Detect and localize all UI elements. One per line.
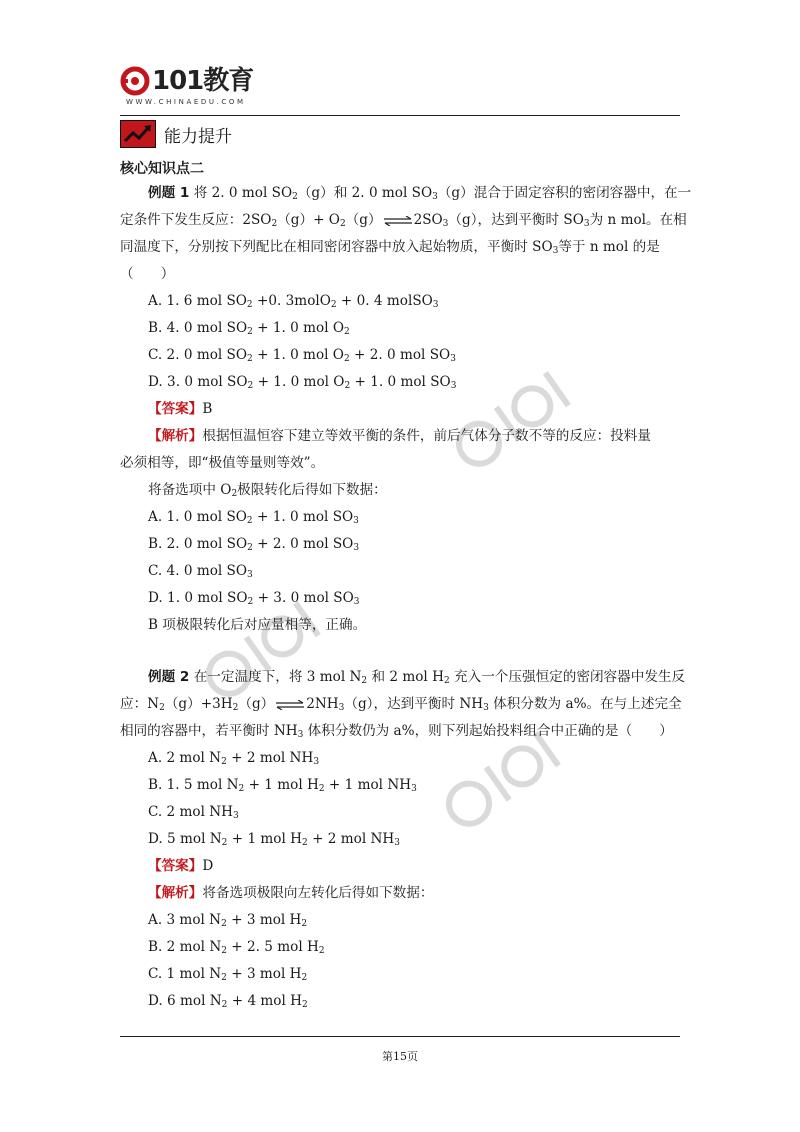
analysis-label: 【解析】 — [148, 885, 203, 901]
page-content — [120, 158, 692, 1015]
q2-conv-c: C. 1 mol $N_2 + 3$ mol $H_2$ — [148, 966, 308, 983]
subscript: 2 — [271, 219, 278, 229]
q2-option-d: D. 5 mol $N_2 + 1$ mol $H_2 + 2$ mol $NH_3$ — [148, 831, 400, 848]
section-header — [120, 120, 232, 148]
q1-text: （g）混合于固定容积的密闭容器中，在一 — [437, 185, 692, 201]
subscript: 2 — [292, 192, 298, 202]
q1-label: 例题 1 — [148, 185, 190, 201]
page-number: 第15页 — [382, 1050, 418, 1063]
logo-url: WWW.CHINAEDU.COM — [126, 98, 246, 106]
q1-analysis-line-2: 必须相等，即“极值等量则等效”。 — [120, 455, 325, 471]
q2-conv-b: B. 2 mol $N_2 + 2$. 5 mol $H_2$ — [148, 939, 325, 956]
brand-logo — [120, 66, 270, 110]
q1-conv-d: D. 1. 0 mol $SO_2 + 3$. 0 mol $SO_3$ — [148, 590, 360, 607]
q1-option-a: A. 1. 6 mol $SO_2 +0$. 3molO$_2$ + 0. 4 molSO$_3$ — [148, 293, 439, 310]
q1-text: （g）+ O — [277, 212, 340, 228]
q1-option-d: D. 3. 0 mol $SO_2 + 1$. 0 mol $O_2 + 1$. 0 mol $SO_3$ — [148, 374, 457, 391]
q1-conv-a: A. 1. 0 mol $SO_2 + 1$. 0 mol $SO_3$ — [148, 509, 359, 526]
q1-text: 等于 n mol 的是 — [558, 239, 660, 255]
q1-text: （g）和 2. 0 mol SO — [297, 185, 433, 201]
subscript: 2 — [339, 219, 346, 229]
analysis-label: 【解析】 — [148, 428, 203, 444]
answer-value: B — [202, 401, 213, 417]
q2-answer — [120, 853, 680, 880]
q1-answer — [120, 396, 680, 423]
q1-text: 定条件下发生反应：2SO — [120, 212, 272, 228]
subscript: 3 — [583, 219, 590, 229]
q2-analysis-line-1: 【解析】将备选项极限向左转化后得如下数据： — [148, 885, 434, 901]
q2-conv-a: A. 3 mol $N_2 + 3$ mol $H_2$ — [148, 912, 308, 929]
q2-conv-d: D. 6 mol $N_2 + 4$ mol $H_2$ — [148, 993, 308, 1010]
q1-conv-c: C. 4. 0 mol $SO_3$ — [148, 563, 253, 580]
101-logo-icon — [120, 66, 150, 96]
q1-stem-line-1 — [120, 180, 692, 207]
logo-text: 101教育 — [152, 66, 254, 96]
q1-text: 将 2. 0 mol SO — [193, 185, 293, 201]
q1-stem-line-4: （ ） — [120, 266, 175, 282]
q1-stem-line-2 — [120, 207, 687, 234]
footer-rule — [120, 1036, 680, 1037]
q1-option-b: B. 4. 0 mol $SO_2 + 1$. 0 mol $O_2$ — [148, 320, 350, 337]
q1-option-c: C. 2. 0 mol $SO_2 + 1$. 0 mol $O_2 + 2$. 0 mol $SO_3$ — [148, 347, 456, 364]
q1-text: 同温度下，分别按下列配比在相同密闭容器中放入起始物质，平衡时 SO — [120, 239, 553, 255]
q2-option-c: C. 2 mol $NH_3$ — [148, 804, 239, 821]
trend-arrow-icon — [120, 120, 156, 148]
q1-text: 为 n mol。在相 — [589, 212, 687, 228]
subscript: 3 — [552, 246, 559, 256]
q1-conclusion: B 项极限转化后对应量相等，正确。 — [148, 617, 367, 633]
answer-label: 【答案】 — [148, 858, 203, 874]
q2-option-b: B. 1. 5 mol $N_2 + 1$ mol $H_2 + 1$ mol $NH_3$ — [148, 777, 417, 794]
q2-stem-line-1: 例题 2 在一定温度下，将 3 mol $N_2$ 和 2 mol $H_2$ 充入一个压强恒定的密闭容器中发生反 — [148, 669, 686, 686]
q1-text: 2SO — [413, 212, 443, 228]
q1-text: （g） — [345, 212, 382, 228]
q1-analysis-line-1: 【解析】根据恒温恒容下建立等效平衡的条件，前后气体分子数不等的反应：投料量 — [148, 428, 651, 444]
answer-label: 【答案】 — [148, 401, 203, 417]
equilibrium-arrow-icon — [383, 216, 413, 226]
q1-stem-line-3 — [120, 234, 680, 261]
section-title: 能力提升 — [164, 126, 232, 147]
q2-stem-line-3: 相同的容器中，若平衡时 $NH_3$ 体积分数仍为 a%，则下列起始投料组合中正确的是（ ） — [120, 723, 673, 740]
header-rule — [120, 115, 680, 116]
knowledge-heading: 核心知识点二 — [120, 161, 204, 177]
subscript: 3 — [432, 192, 438, 202]
q1-analysis-line-3: 将备选项中 $O_2$极限转化后得如下数据： — [148, 482, 387, 499]
equilibrium-arrow-icon — [275, 700, 305, 710]
q2-label: 例题 2 — [148, 669, 190, 685]
q1-conv-b: B. 2. 0 mol $SO_2 + 2$. 0 mol $SO_3$ — [148, 536, 360, 553]
q2-stem-line-2: 应：$N_2(g)+3H_2(g)$ $2NH_3(g)$，达到平衡时 $NH_3$ 体积分数为 a%。在与上述完全 — [120, 696, 682, 713]
answer-value: D — [202, 858, 214, 874]
q1-text: （g），达到平衡时 SO — [448, 212, 584, 228]
subscript: 3 — [442, 219, 449, 229]
q2-option-a: A. 2 mol $N_2 + 2$ mol $NH_3$ — [148, 750, 320, 767]
